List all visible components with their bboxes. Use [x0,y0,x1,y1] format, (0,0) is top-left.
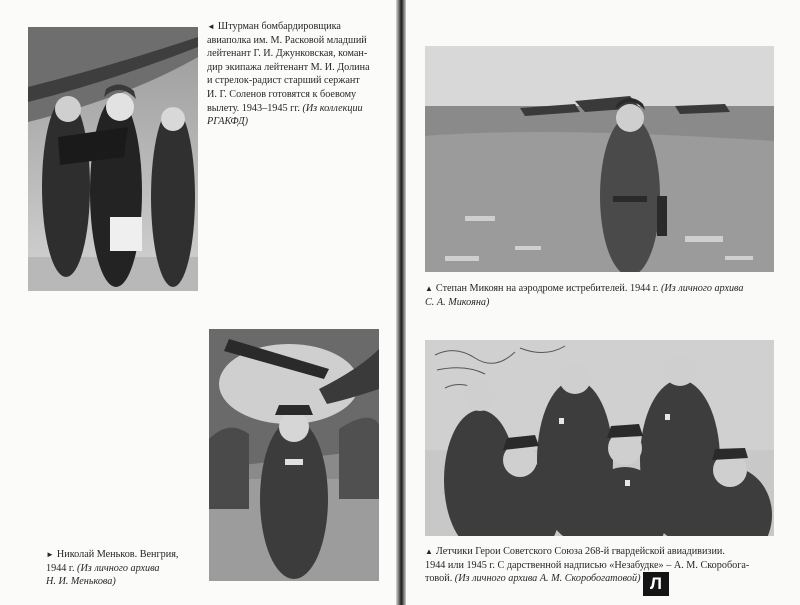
caption-nikolai-menkov: ► Николай Меньков. Венгрия, 1944 г. (Из личного архива Н. И. Менькова) [46,549,179,588]
caption-three-aviators: ◄ Штурман бомбардировщика авиаполка им. М. Расковой младший лейтенант Г. И. Джунковская, коман- дир экипажа лейтенант М. И. Долина и стрелок-радист старший сержант И. Г. Соленов готовятся к боевому вылету. 1943–1945 гг. (Из коллекции РГАКФД) [207,21,370,128]
caption-marker-up-icon: ▲ [425,547,433,556]
caption-stepan-mikoyan: ▲ Степан Микоян на аэродроме истребителей. 1944 г. (Из личного архива С. А. Микояна) [425,283,744,308]
caption-marker-left-icon: ◄ [207,22,215,31]
book-gutter [396,0,406,605]
photo-group-heroes [425,340,774,536]
caption-marker-up-icon: ▲ [425,284,433,293]
publisher-logo: Л [643,572,669,596]
caption-group-heroes: ▲ Летчики Герои Советского Союза 268-й гвардейской авиадивизии. 1944 или 1945 г. С дарственной надписью «Незабудке» – А. М. Скоробога- товой. (Из личного архива А. М. Скоробогатовой) [425,546,750,585]
caption-marker-right-icon: ► [46,550,54,559]
photo-nikolai-menkov [209,329,379,581]
photo-three-aviators [28,27,198,291]
photo-stepan-mikoyan [425,46,774,272]
